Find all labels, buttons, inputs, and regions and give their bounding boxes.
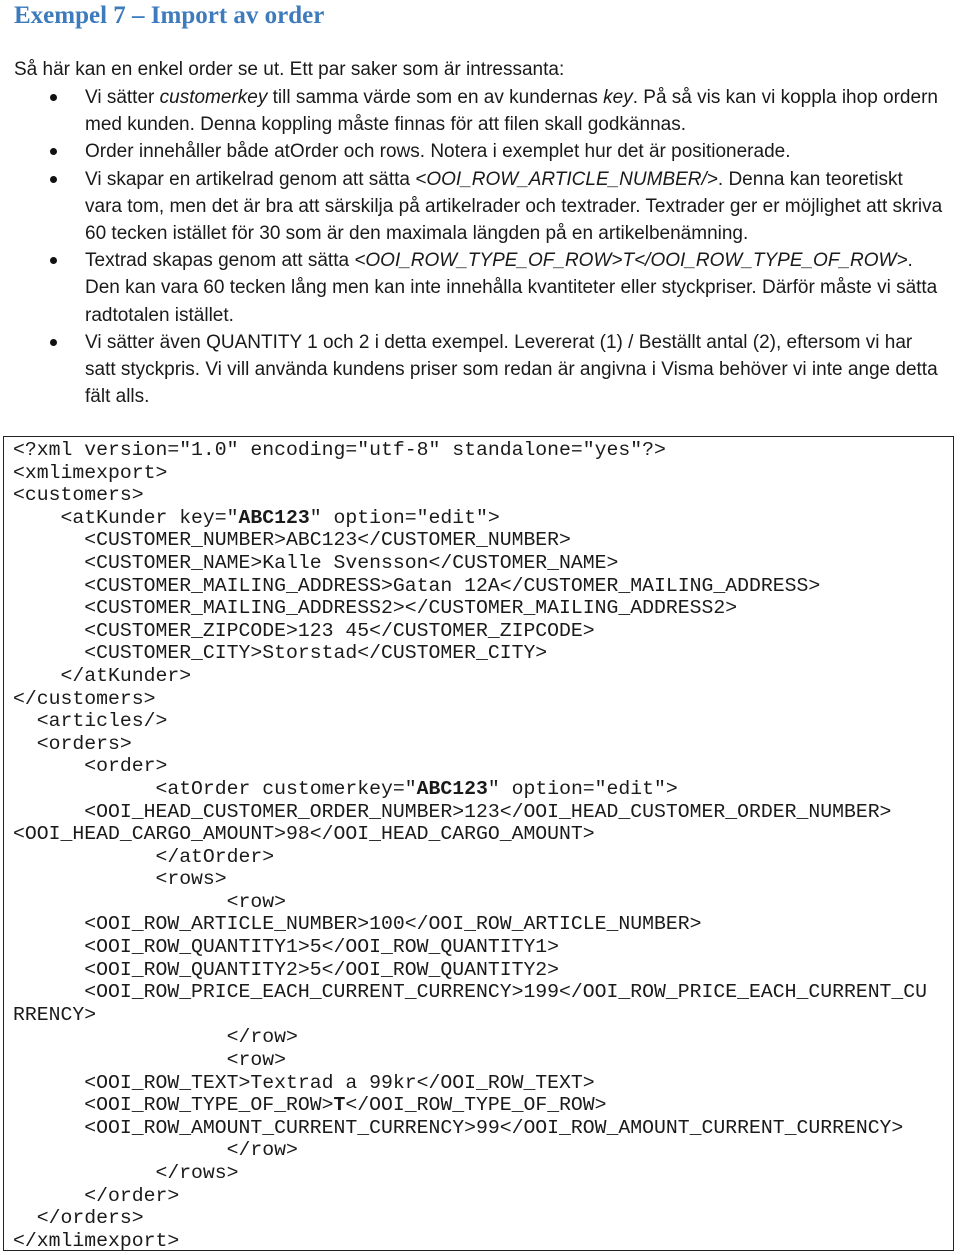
code-line: <CUSTOMER_ZIPCODE>123 45</CUSTOMER_ZIPCODE> — [13, 619, 595, 642]
code-line: <OOI_ROW_AMOUNT_CURRENT_CURRENCY>99</OOI_ROW_AMOUNT_CURRENT_CURRENCY> — [13, 1116, 904, 1139]
code-line: <CUSTOMER_MAILING_ADDRESS>Gatan 12A</CUSTOMER_MAILING_ADDRESS> — [13, 574, 821, 597]
code-line: </row> — [13, 1026, 298, 1049]
code-line: <?xml version="1.0" encoding="utf-8" standalone="yes"?> — [13, 439, 666, 461]
page-heading: Exempel 7 – Import av order — [14, 2, 325, 29]
code-line: <xmlimexport> — [13, 461, 168, 484]
bullet-list — [0, 84, 950, 410]
code-line: <OOI_ROW_PRICE_EACH_CURRENT_CURRENCY>199</OOI_ROW_PRICE_EACH_CURRENT_CU — [13, 981, 928, 1004]
code-line: <OOI_ROW_QUANTITY2>5</OOI_ROW_QUANTITY2> — [13, 958, 560, 981]
code-line: </rows> — [13, 1162, 239, 1184]
code-line: <CUSTOMER_NUMBER>ABC123</CUSTOMER_NUMBER> — [13, 529, 571, 552]
code-line: </row> — [13, 1139, 298, 1162]
code-line: <order> — [13, 755, 168, 778]
code-line: <CUSTOMER_NAME>Kalle Svensson</CUSTOMER_NAME> — [13, 551, 619, 574]
code-line: <rows> — [13, 868, 227, 891]
code-line: <orders> — [13, 732, 132, 755]
code-line: <atKunder key="ABC123" option="edit"> — [13, 506, 500, 529]
bullet-item: Vi sätter även QUANTITY 1 och 2 i detta exempel. Levererat (1) / Beställt antal (2), eftersom vi har satt styckpris. Vi vill använda kundens priser som redan är angivna i Visma behöver vi inte ange detta fält alls. — [0, 329, 950, 411]
code-line: <OOI_HEAD_CUSTOMER_ORDER_NUMBER>123</OOI_HEAD_CUSTOMER_ORDER_NUMBER> — [13, 800, 892, 823]
code-line: </atOrder> — [13, 845, 275, 868]
code-line: <OOI_ROW_ARTICLE_NUMBER>100</OOI_ROW_ARTICLE_NUMBER> — [13, 913, 702, 936]
code-line: <OOI_HEAD_CARGO_AMOUNT>98</OOI_HEAD_CARGO_AMOUNT> — [13, 823, 595, 846]
code-line: <row> — [13, 1049, 287, 1072]
bullet-item: Textrad skapas genom att sätta <OOI_ROW_TYPE_OF_ROW>T</OOI_ROW_TYPE_OF_ROW>. Den kan vara 60 tecken lång men kan inte innehålla kvantiteter eller styckpriser. Därför måste vi sätta radtotalen istället. — [0, 247, 950, 329]
bullet-item: Vi skapar en artikelrad genom att sätta <OOI_ROW_ARTICLE_NUMBER/>. Denna kan teoretiskt vara tom, men det är bra att särskilja på artikelrader och textrader. Textrader ger er möjlighet att skriva 60 tecken istället för 30 som är den maximala längden på en artikelbenämning. — [0, 166, 950, 248]
code-line: <CUSTOMER_MAILING_ADDRESS2></CUSTOMER_MAILING_ADDRESS2> — [13, 597, 738, 620]
bullet-item: Order innehåller både atOrder och rows. Notera i exemplet hur det är positionerade. — [0, 138, 950, 165]
code-line: </order> — [13, 1184, 180, 1207]
code-line: <row> — [13, 890, 287, 913]
code-line: <articles/> — [13, 710, 168, 733]
code-line: <OOI_ROW_TEXT>Textrad a 99kr</OOI_ROW_TEXT> — [13, 1071, 595, 1094]
code-line: </atKunder> — [13, 664, 192, 687]
code-line: </customers> — [13, 687, 156, 710]
code-line: <CUSTOMER_CITY>Storstad</CUSTOMER_CITY> — [13, 642, 548, 665]
xml-code-block — [13, 439, 927, 1252]
code-line: <OOI_ROW_TYPE_OF_ROW>T</OOI_ROW_TYPE_OF_ROW> — [13, 1094, 607, 1117]
bullet-item: Vi sätter customerkey till samma värde som en av kundernas key. På så vis kan vi koppla ihop ordern med kunden. Denna koppling måste finnas för att filen skall godkännas. — [0, 84, 950, 138]
code-line: <atOrder customerkey="ABC123" option="edit"> — [13, 777, 678, 800]
code-line: </xmlimexport> — [13, 1229, 180, 1252]
code-line: <OOI_ROW_QUANTITY1>5</OOI_ROW_QUANTITY1> — [13, 936, 560, 959]
code-line: RRENCY> — [13, 1003, 97, 1026]
code-line: <customers> — [13, 484, 144, 507]
intro-text: Så här kan en enkel order se ut. Ett par saker som är intressanta: — [14, 59, 565, 80]
code-line: </orders> — [13, 1207, 144, 1230]
